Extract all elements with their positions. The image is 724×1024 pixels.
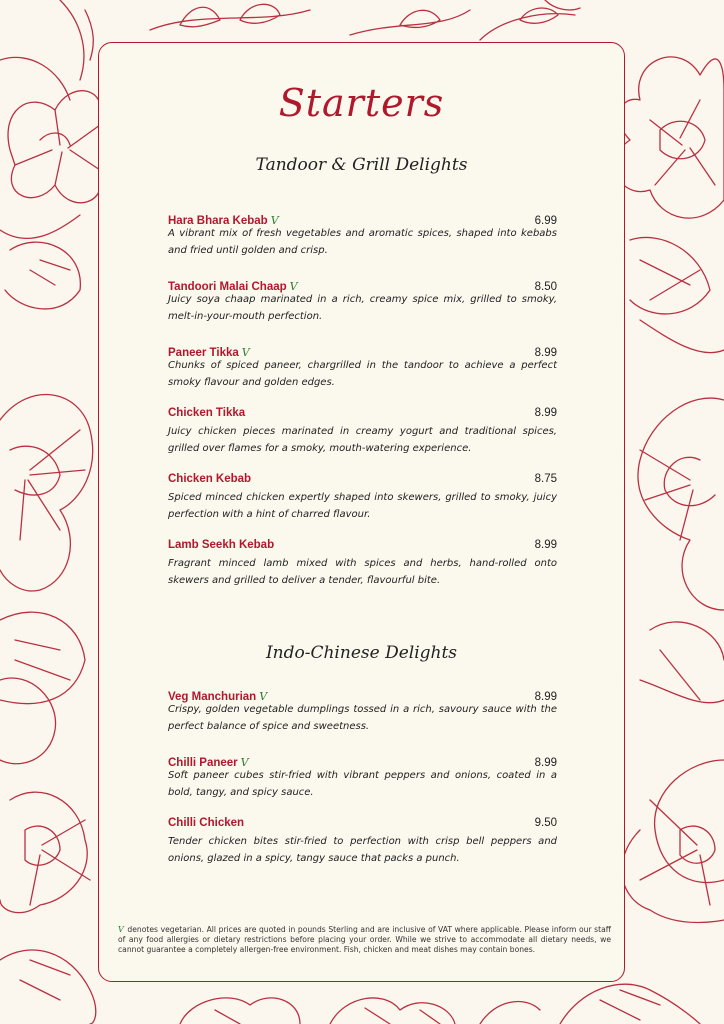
top-leaves-icon — [150, 0, 580, 40]
item-description: Crispy, golden vegetable dumplings tossed in a rich, savoury sauce with the perfect balance of spice and sweetness. — [168, 704, 557, 732]
veg-symbol: V — [270, 214, 279, 227]
top-right-flower-icon — [615, 57, 724, 353]
indo-chinese-items — [168, 685, 557, 883]
menu-item — [168, 817, 557, 883]
item-price: 6.99 — [534, 215, 557, 227]
item-name: Hara Bhara Kebab — [168, 215, 268, 227]
item-description: A vibrant mix of fresh vegetables and aromatic spices, shaped into kebabs and fried until golden and crisp. — [168, 228, 557, 256]
item-description: Fragrant minced lamb mixed with spices and herbs, hand-rolled onto skewers and grilled to deliver a tender, flavourful bite. — [168, 558, 557, 586]
footer-disclaimer — [118, 925, 611, 955]
item-price: 8.99 — [534, 757, 557, 769]
item-price: 8.99 — [534, 691, 557, 703]
item-name: Tandoori Malai Chaap — [168, 281, 287, 293]
veg-symbol: V — [118, 925, 124, 934]
item-name: Chilli Chicken — [168, 817, 245, 829]
menu-item — [168, 209, 557, 275]
item-name: Chicken Kebab — [168, 473, 252, 485]
item-description: Juicy soya chaap marinated in a rich, creamy spice mix, grilled to smoky, melt-in-your-mouth perfection. — [168, 294, 557, 322]
menu-item — [168, 473, 557, 539]
bottom-left-flower-icon — [0, 678, 96, 1024]
tandoor-items — [168, 209, 557, 605]
item-description: Soft paneer cubes stir-fried with vibrant peppers and onions, coated in a bold, tangy, and spicy sauce. — [168, 770, 557, 798]
menu-card — [98, 42, 625, 982]
item-price: 8.99 — [534, 407, 557, 419]
item-price: 9.50 — [534, 817, 557, 829]
page-title: Starters — [278, 81, 445, 125]
bottom-flowers-icon — [180, 998, 540, 1024]
item-description: Spiced minced chicken expertly shaped into skewers, grilled to smoky, juicy perfection with a hint of charred flavour. — [168, 492, 557, 520]
item-price: 8.99 — [534, 539, 557, 551]
veg-symbol: V — [259, 690, 268, 703]
item-name: Chilli Paneer — [168, 757, 238, 769]
item-price: 8.50 — [534, 281, 557, 293]
item-name: Veg Manchurian — [168, 691, 257, 703]
right-flower-icon — [638, 398, 724, 703]
item-description: Tender chicken bites stir-fried to perfection with crisp bell peppers and onions, glazed in a spicy, tangy sauce that packs a punch. — [168, 836, 557, 864]
veg-symbol: V — [241, 346, 250, 359]
footer-text: denotes vegetarian. All prices are quoted in pounds Sterling and are inclusive of VAT where applicable. Please inform our staff of any food allergies or dietary restrictions before placing your order. While we strive to accommodate all dietary needs, we cannot guarantee a completely allergen-free environment. Fish, chicken and meat dishes may contain bones. — [118, 925, 612, 954]
item-description: Chunks of spiced paneer, chargrilled in the tandoor to achieve a perfect smoky flavour and golden edges. — [168, 360, 557, 388]
section-title-tandoor: Tandoor & Grill Delights — [255, 155, 468, 175]
menu-item — [168, 685, 557, 751]
menu-item — [168, 407, 557, 473]
item-description: Juicy chicken pieces marinated in creamy yogurt and traditional spices, grilled over flames for a smoky, mouth-watering experience. — [168, 426, 557, 454]
menu-item — [168, 341, 557, 407]
item-name: Chicken Tikka — [168, 407, 246, 419]
item-name: Paneer Tikka — [168, 347, 239, 359]
menu-item — [168, 539, 557, 605]
item-price: 8.75 — [534, 473, 557, 485]
section-title-indo-chinese: Indo-Chinese Delights — [265, 643, 458, 663]
item-name: Lamb Seekh Kebab — [168, 539, 275, 551]
veg-symbol: V — [240, 756, 249, 769]
left-flower-icon — [0, 395, 93, 704]
menu-item — [168, 751, 557, 817]
item-price: 8.99 — [534, 347, 557, 359]
veg-symbol: V — [289, 280, 298, 293]
menu-item — [168, 275, 557, 341]
